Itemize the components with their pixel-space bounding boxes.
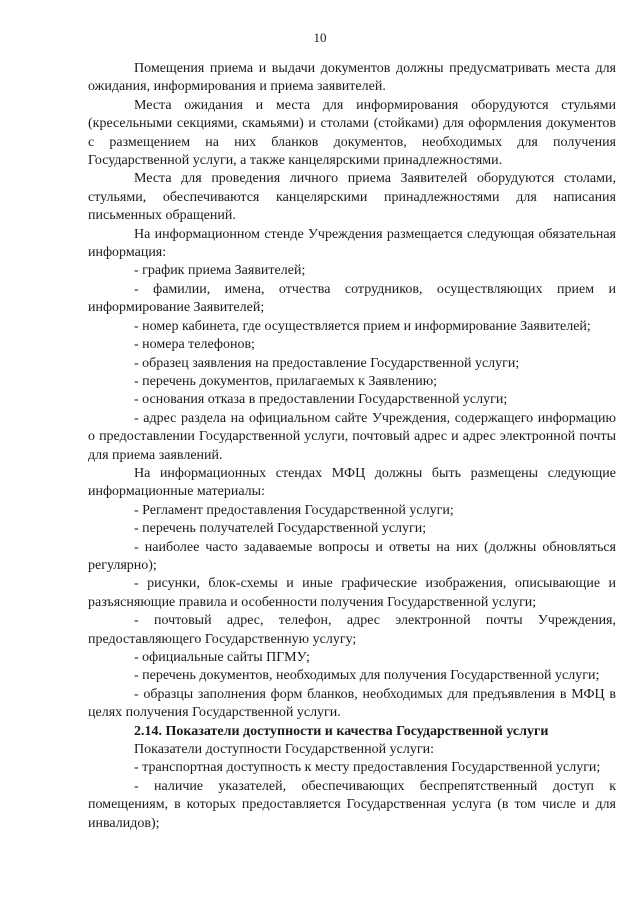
paragraph: На информационном стенде Учреждения размещается следующая обязательная информация:: [88, 226, 616, 261]
list-item: - номер кабинета, где осуществляется прием и информирование Заявителей;: [134, 318, 591, 334]
paragraph: На информационных стендах МФЦ должны быть размещены следующие информационные материалы:: [88, 465, 616, 500]
list-item: - график приема Заявителей;: [134, 263, 306, 279]
page-content: [88, 60, 616, 833]
list-item: - номера телефонов;: [134, 337, 255, 353]
list-item: - официальные сайты ПГМУ;: [134, 650, 310, 665]
list-item: - основания отказа в предоставлении Государственной услуги;: [134, 392, 508, 408]
list-item: - перечень документов, прилагаемых к Заявлению;: [134, 373, 438, 389]
list-item: - перечень документов, необходимых для получения Государственной услуги;: [134, 668, 600, 684]
section-heading: 2.14. Показатели доступности и качества Государственной услуги: [134, 723, 549, 739]
list-item: - Регламент предоставления Государственной услуги;: [134, 502, 454, 518]
list-item: - фамилии, имена, отчества сотрудников, осуществляющих прием и информирование Заявителей;: [88, 281, 616, 316]
list-item: - адрес раздела на официальном сайте Учреждения, содержащего информацию о предоставлении Государственной услуги, почтовый адрес и адрес электронной почты для приема заявлений.: [88, 410, 616, 463]
list-item: - образец заявления на предоставление Государственной услуги;: [134, 355, 520, 371]
list-item: - наиболее часто задаваемые вопросы и ответы на них (должны обновляться регулярно);: [88, 539, 616, 573]
list-item: - рисунки, блок-схемы и иные графические изображения, описывающие и разъясняющие правила и особенности получения Государственной услуги;: [88, 576, 616, 610]
paragraph: Места ожидания и места для информирования оборудуются стульями (кресельными секциями, скамьями) и столами (стойками) для оформления документов с размещением на них бланков документов, необходимых для получения Государственной услуги, а также канцелярскими принадлежностями.: [88, 97, 616, 169]
paragraph: Помещения приема и выдачи документов должны предусматривать места для ожидания, информирования и приема заявителей.: [88, 61, 616, 95]
list-item: - транспортная доступность к месту предоставления Государственной услуги;: [134, 760, 601, 776]
list-item: - наличие указателей, обеспечивающих беспрепятственный доступ к помещениям, в которых предоставляется Государственная услуга (в том числе и для инвалидов);: [88, 778, 616, 831]
paragraph: Места для проведения личного приема Заявителей оборудуются столами, стульями, обеспечиваются канцелярскими принадлежностями для написания письменных обращений.: [88, 171, 616, 224]
list-item: - образцы заполнения форм бланков, необходимых для предъявления в МФЦ в целях получения Государственной услуги.: [88, 686, 616, 721]
page-number: 10: [313, 30, 327, 45]
list-item: - перечень получателей Государственной услуги;: [134, 521, 427, 537]
list-item: - почтовый адрес, телефон, адрес электронной почты Учреждения, предоставляющего Государственную услугу;: [88, 613, 616, 647]
paragraph: Показатели доступности Государственной услуги:: [134, 742, 434, 758]
